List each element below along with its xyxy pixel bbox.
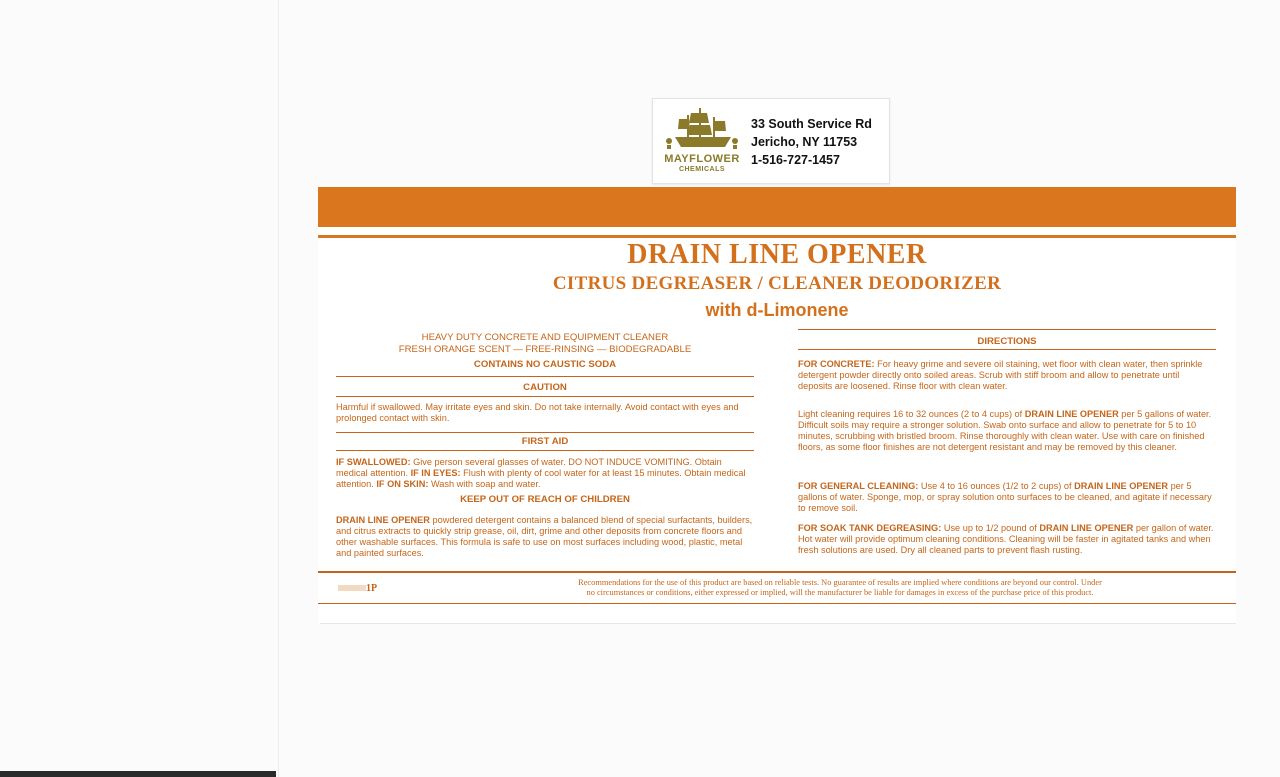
- address-street: 33 South Service Rd: [751, 117, 872, 131]
- general-label: FOR GENERAL CLEANING:: [798, 481, 919, 491]
- disclaimer-line-2: no circumstances or conditions, either expressed or implied, will the manufacturer be liable for damages in excess of the purchase price of this product.: [586, 587, 1094, 597]
- light-text-1: Light cleaning requires 16 to 32 ounces (2 to 4 cups) of: [798, 409, 1025, 419]
- concrete-directions: [798, 359, 1216, 392]
- directions-heading: DIRECTIONS: [977, 336, 1037, 347]
- logo-wordmark: MAYFLOWER: [664, 153, 740, 165]
- divider: [336, 450, 754, 451]
- address-phone: 1-516-727-1457: [751, 153, 840, 167]
- orange-rule: [318, 235, 1236, 238]
- scan-bottom-edge: [0, 771, 276, 777]
- if-on-skin-text: Wash with soap and water.: [428, 479, 541, 489]
- ship-icon: [657, 105, 747, 153]
- soak-text-2: per gallon of water. Hot water will provide optimum cleaning conditions. Cleaning will be faster in agitated tanks and when fresh solutions are used. Dry all cleaned parts to prevent flash rusting.: [798, 523, 1214, 555]
- soak-text-1: Use up to 1/2 pound of: [941, 523, 1040, 533]
- if-swallowed-text: Give person several glasses of water. DO NOT INDUCE VOMITING. Obtain medical attention.: [336, 457, 722, 478]
- general-cleaning-directions: [798, 481, 1216, 514]
- logo-subwordmark: CHEMICALS: [678, 166, 726, 173]
- description-product-name: DRAIN LINE OPENER: [336, 515, 430, 525]
- divider: [798, 329, 1216, 330]
- divider: [798, 349, 1216, 350]
- soak-label: FOR SOAK TANK DEGREASING:: [798, 523, 942, 533]
- intro-line-1: HEAVY DUTY CONCRETE AND EQUIPMENT CLEANER: [421, 332, 669, 343]
- concrete-label: FOR CONCRETE:: [798, 359, 875, 369]
- caution-heading: CAUTION: [523, 382, 567, 393]
- product-code: 1P: [366, 583, 378, 594]
- address-city: Jericho, NY 11753: [751, 135, 858, 149]
- product-subtitle: CITRUS DEGREASER / CLEANER DEODORIZER: [552, 273, 1002, 294]
- concrete-text: For heavy grime and severe oil staining, wet floor with clean water, then sprinkle detergent powder directly onto soiled areas. Scrub with stiff broom and allow to penetrate until deposits are loosened. Rinse floor with clean water.: [798, 359, 1203, 391]
- address-block: [751, 115, 872, 169]
- no-caustic-note: CONTAINS NO CAUSTIC SODA: [473, 359, 617, 370]
- first-aid-text: [336, 457, 754, 490]
- light-cleaning-directions: [798, 409, 1216, 453]
- if-in-eyes-label: IF IN EYES:: [410, 468, 461, 478]
- if-swallowed-label: IF SWALLOWED:: [336, 457, 411, 467]
- product-label: [318, 187, 1236, 623]
- soak-tank-directions: [798, 523, 1216, 556]
- first-aid-heading: FIRST AID: [521, 436, 569, 447]
- orange-header-band: [318, 187, 1236, 227]
- caution-text: Harmful if swallowed. May irritate eyes and skin. Do not take internally. Avoid contact with eyes and prolonged contact with skin.: [336, 402, 739, 423]
- soak-product-name: DRAIN LINE OPENER: [1039, 523, 1134, 533]
- intro-line-2: FRESH ORANGE SCENT — FREE-RINSING — BIODEGRADABLE: [398, 344, 692, 355]
- disclaimer-line-1: Recommendations for the use of this product are based on reliable tests. No guarantee of results are implied where conditions are beyond our control. Under: [578, 578, 1102, 587]
- product-description: [336, 515, 754, 559]
- divider: [336, 376, 754, 377]
- footer-bottom-rule: [318, 603, 1236, 604]
- address-sticker: [652, 98, 890, 184]
- product-subtitle-2: with d-Limonene: [705, 300, 849, 320]
- divider: [336, 396, 754, 397]
- disclaimer: [480, 578, 1200, 597]
- scan-edge: [278, 0, 279, 777]
- divider: [336, 432, 754, 433]
- if-in-eyes-text: Flush with plenty of cool water for at least 15 minutes. Obtain medical attention.: [336, 468, 746, 489]
- general-product-name: DRAIN LINE OPENER: [1074, 481, 1169, 491]
- keep-out-warning: KEEP OUT OF REACH OF CHILDREN: [460, 494, 630, 505]
- footer-rule: [318, 571, 1236, 573]
- description-text: powdered detergent contains a balanced blend of special surfactants, builders, and citrus extracts to quickly strip grease, oil, dirt, grime and other deposits from concrete floors and other washable surfaces. This formula is safe to use on most surfaces including wood, plastic, metal and painted surfaces.: [336, 515, 753, 558]
- general-text-2: per 5 gallons of water. Sponge, mop, or spray solution onto surfaces to be cleaned, and agitate if necessary to remove soil.: [798, 481, 1212, 513]
- mayflower-logo: [657, 105, 747, 175]
- product-title: DRAIN LINE OPENER: [627, 239, 927, 270]
- light-text-2: per 5 gallons of water. Difficult soils may require a stronger solution. Swab onto surface and allow to penetrate for 5 to 10 minutes, scrubbing with bristled broom. Rinse thoroughly with clean water. Use with care on finished floors, as some floor finishes are not detergent resistant and may be removed by this cleaner.: [798, 409, 1212, 452]
- code-smudge: [338, 585, 366, 591]
- if-on-skin-label: IF ON SKIN:: [376, 479, 429, 489]
- general-text-1: Use 4 to 16 ounces (1/2 to 2 cups) of: [918, 481, 1075, 491]
- light-product-name: DRAIN LINE OPENER: [1024, 409, 1119, 419]
